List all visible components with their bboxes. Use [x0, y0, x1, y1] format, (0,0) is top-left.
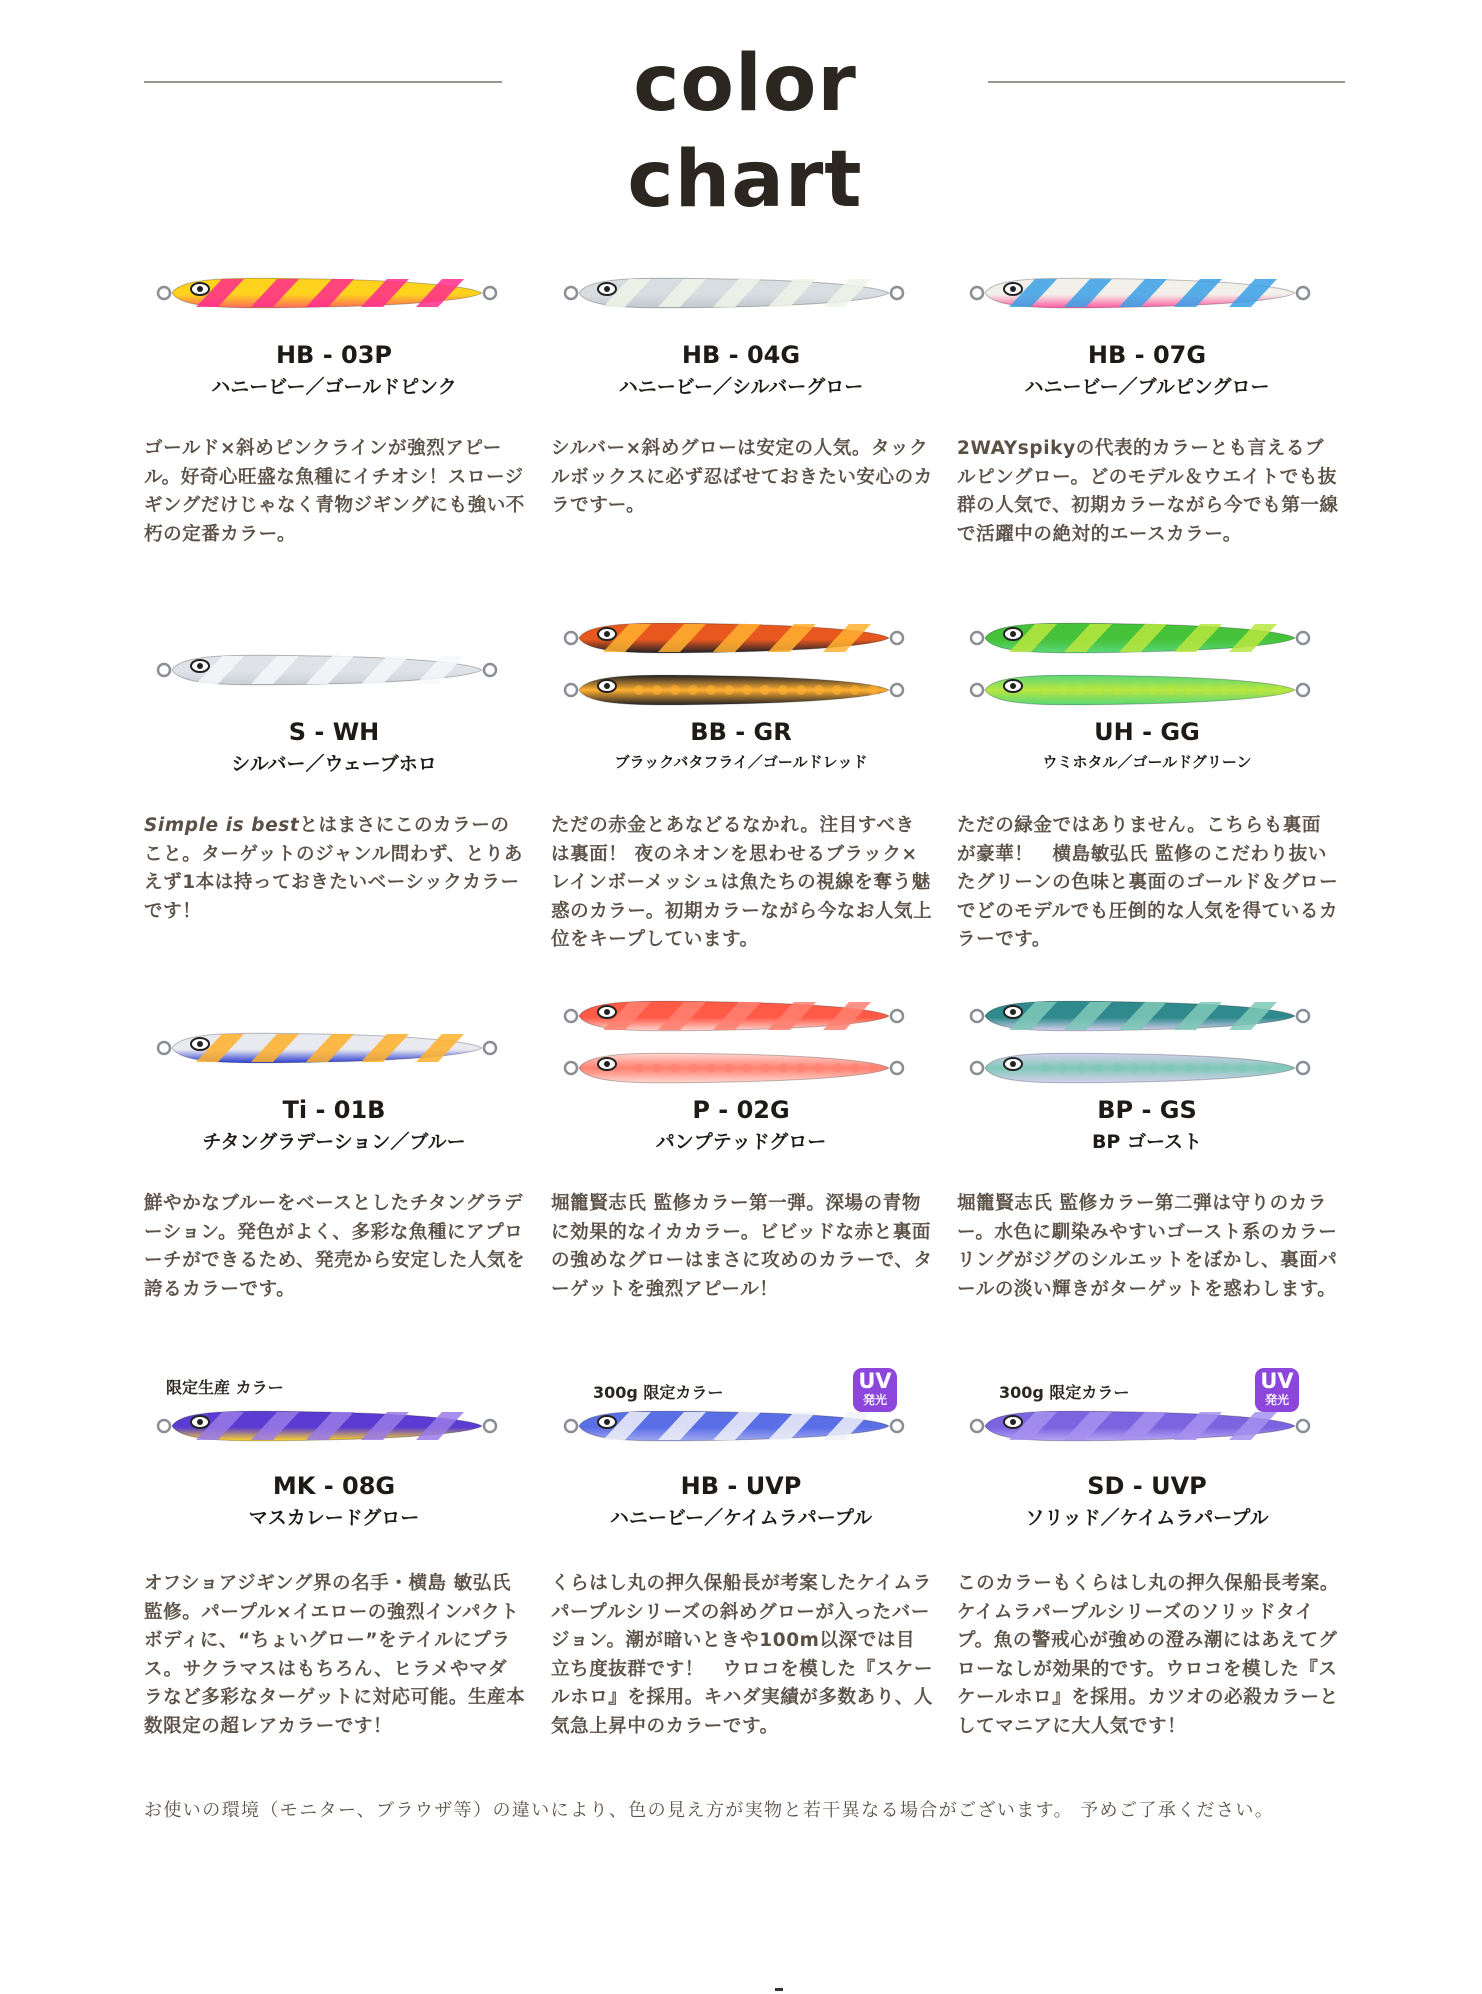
color-code: P - 02G [692, 1096, 790, 1124]
lure-body [971, 675, 1309, 705]
color-name: ハニービー／シルバーグロー [618, 376, 864, 398]
color-description: シルバー×斜めグローは安定の人気。タックルボックスに必ず忍ばせておきたい安心のカラですー。 [551, 438, 933, 516]
uv-badge-label: UV [1260, 1369, 1294, 1393]
lure-svg [549, 990, 933, 1090]
color-name: ハニービー／ケイムラパープル [609, 1507, 873, 1529]
lure-body [565, 623, 903, 653]
uv-badge [1255, 1368, 1299, 1412]
color-name: チタングラデーション／ブルー [202, 1131, 466, 1153]
color-code: MK - 08G [272, 1472, 396, 1500]
lure-body [971, 1411, 1309, 1441]
lure-body [565, 1053, 903, 1083]
lure-svg [142, 612, 526, 712]
limited-label: 限定生産 カラー [166, 1378, 284, 1397]
uv-badge [853, 1368, 897, 1412]
lure-body [565, 1411, 903, 1441]
lure-body [971, 623, 1309, 653]
page-title: color chart [627, 39, 863, 225]
header-rule-left [144, 81, 502, 83]
lure-body [971, 1001, 1309, 1031]
lure-body [565, 278, 903, 308]
uv-badge-sub: 発光 [862, 1393, 887, 1407]
color-code: BB - GR [690, 718, 792, 746]
color-description: くらはし丸の押久保船長が考案したケイムラパープルシリーズの斜めグローが入ったバージョン。潮が暗いときや100m以深では目立ち度抜群です！ ウロコを模した『スケールホロ』を採用。キハダ実績が多数あり、人気急上昇中のカラーです。 [551, 1573, 934, 1737]
lure-svg [955, 235, 1339, 335]
limited-label: 300g 限定カラー [999, 1383, 1130, 1402]
footnote: お使いの環境（モニター、ブラウザ等）の違いにより、色の見え方が実物と若干異なる場合がございます。 予めご了承ください。 [144, 1800, 1275, 1821]
lure-body [158, 655, 496, 685]
uv-badge-label: UV [858, 1369, 892, 1393]
color-name: マスカレードグロー [248, 1507, 420, 1529]
lure-svg [955, 990, 1339, 1090]
color-code: HB - 03P [275, 341, 393, 369]
color-description: ゴールド×斜めピンクラインが強烈アピール。好奇心旺盛な魚種にイチオシ！スロージギングだけじゃなく青物ジギングにも強い不朽の定番カラー。 [144, 438, 525, 545]
color-name: ハニービー／ブルピングロー [1024, 376, 1270, 398]
color-code: SD - UVP [1087, 1472, 1207, 1500]
color-code: Ti - 01B [282, 1096, 386, 1124]
color-code: HB - UVP [680, 1472, 802, 1500]
desc-lead: Simple is best [144, 815, 300, 836]
color-name: ソリッド／ケイムラパープル [1025, 1507, 1269, 1529]
lure-svg [549, 235, 933, 335]
color-description: 2WAYspikyの代表的カラーとも言えるブルピングロー。どのモデル＆ウエイトでも抜群の人気で、初期カラーながら今でも第一線で活躍中の絶対的エースカラー。 [957, 438, 1339, 545]
lure-body [158, 278, 496, 308]
color-description: このカラーもくらはし丸の押久保船長考案。ケイムラパープルシリーズのソリッドタイプ。魚の警戒心が強めの澄み潮にはあえてグローなしが効果的です。ウロコを模した『スケールホロ』を採用。カツオの必殺カラーとしてマニアに大人気です！ [957, 1573, 1340, 1737]
color-code: S - WH [288, 718, 380, 746]
color-description: ただの赤金とあなどるなかれ。注目すべきは裏面！ 夜のネオンを思わせるブラック×レインボーメッシュは魚たちの視線を奪う魅惑のカラー。初期カラーながら今なお人気上位をキープしています。 [551, 815, 933, 950]
color-name: パンプテッドグロー [655, 1131, 827, 1153]
color-code: UH - GG [1094, 718, 1200, 746]
color-description: ただの緑金ではありません。こちらも裏面が豪華！ 横島敏弘氏 監修のこだわり抜いたグリーンの色味と裏面のゴールド＆グローでどのモデルでも圧倒的な人気を得ているカラーです。 [957, 815, 1339, 950]
lure-svg [955, 612, 1339, 712]
color-name: シルバー／ウェーブホロ [231, 753, 437, 775]
lure-svg [142, 990, 526, 1090]
color-name: ハニービー／ゴールドピンク [211, 376, 457, 398]
color-code: BP - GS [1097, 1096, 1197, 1124]
desc-rest: とはまさにこのカラーのこと。ターゲットのジャンル問わず、とりあえず1本は持っておきたいベーシックカラーです！ [144, 815, 523, 922]
uv-badge-sub: 発光 [1264, 1393, 1289, 1407]
limited-label: 300g 限定カラー [593, 1383, 724, 1402]
lure-body [565, 675, 903, 705]
page-header [0, 36, 1482, 225]
color-name: ブラックバタフライ／ゴールドレッド [614, 753, 868, 771]
color-description: 堀籠賢志氏 監修カラー第二弾は守りのカラー。水色に馴染みやすいゴースト系のカラーリングがジグのシルエットをぼかし、裏面パールの淡い輝きがターゲットを惑わします。 [957, 1193, 1338, 1300]
color-code: HB - 07G [1087, 341, 1207, 369]
color-code: HB - 04G [681, 341, 801, 369]
color-name: ウミホタル／ゴールドグリーン [1042, 753, 1252, 771]
lure-svg [142, 235, 526, 335]
header-rule-right [988, 81, 1345, 83]
lure-body [971, 1053, 1309, 1083]
lure-body [158, 1033, 496, 1063]
page-marker [775, 1988, 783, 1991]
lure-body [971, 278, 1309, 308]
lure-body [158, 1411, 496, 1441]
color-description [144, 812, 526, 926]
color-description: 堀籠賢志氏 監修カラー第一弾。深場の青物に効果的なイカカラー。ビビッドな赤と裏面の強めなグローはまさに攻めのカラーで、ターゲットを強烈アピール！ [551, 1193, 933, 1300]
lure-svg [549, 612, 933, 712]
lure-body [565, 1001, 903, 1031]
color-description: オフショアジギング界の名手・横島 敏弘氏 監修。パープル×イエローの強烈インパクトボディに、“ちょいグロー”をテイルにプラス。サクラマスはもちろん、ヒラメやマダラなど多彩なターゲットに対応可能。生産本数限定の超レアカラーです！ [144, 1573, 526, 1737]
color-name: BP ゴースト [1091, 1131, 1203, 1153]
color-description: 鮮やかなブルーをベースとしたチタングラデーション。発色がよく、多彩な魚種にアプローチができるため、発売から安定した人気を誇るカラーです。 [144, 1193, 526, 1300]
